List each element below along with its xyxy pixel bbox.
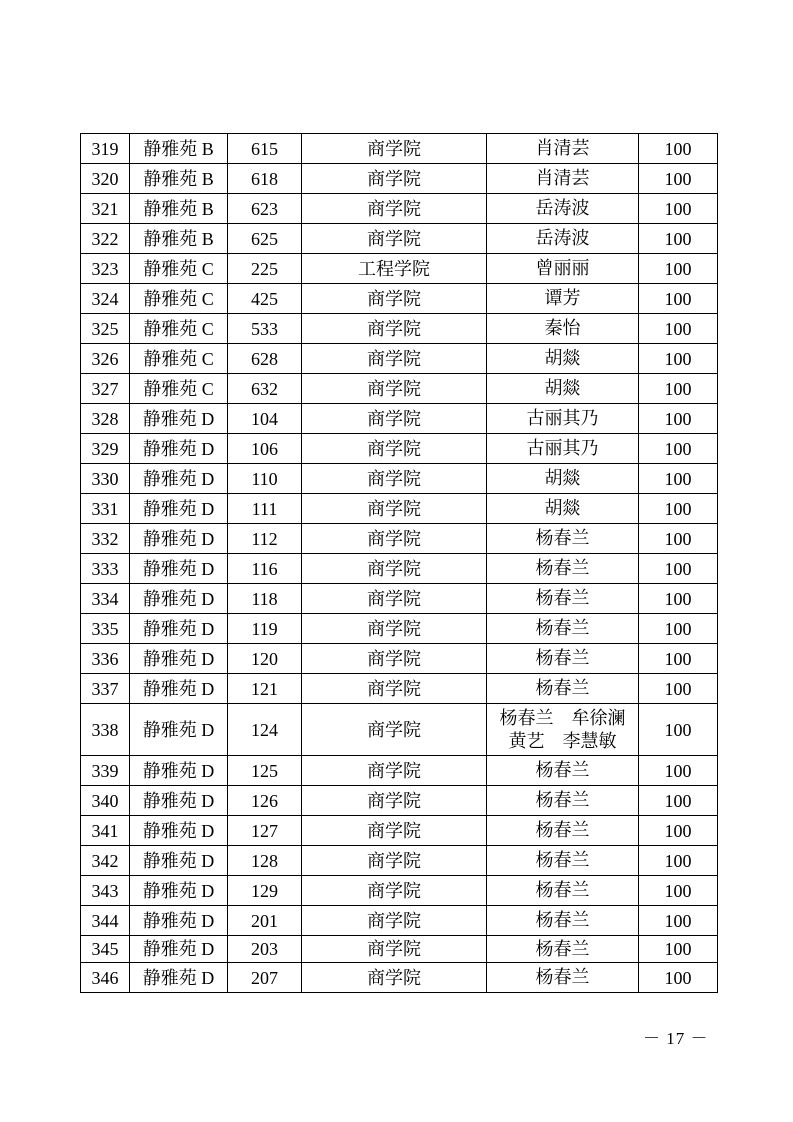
room-number-cell: 106 [228,434,302,464]
score-cell: 100 [639,344,718,374]
score-cell: 100 [639,374,718,404]
room-number-cell: 625 [228,224,302,254]
score-cell: 100 [639,846,718,876]
names-cell [487,404,639,434]
college-cell: 商学院 [302,464,487,494]
building-cell: 静雅苑 D [130,963,228,993]
row-number-cell: 337 [81,674,130,704]
name-line: 杨春兰 牟徐澜 [499,707,626,728]
dormitory-score-table [80,133,718,993]
score-cell: 100 [639,963,718,993]
college-cell: 商学院 [302,644,487,674]
college-cell: 商学院 [302,584,487,614]
college-cell: 商学院 [302,284,487,314]
building-cell: 静雅苑 D [130,404,228,434]
name-line: 胡燚 [544,378,581,398]
row-number-cell: 325 [81,314,130,344]
table-row [81,756,718,786]
building-cell: 静雅苑 B [130,194,228,224]
college-cell: 商学院 [302,224,487,254]
names-cell [487,374,639,404]
table-row [81,284,718,314]
score-cell: 100 [639,674,718,704]
table-row [81,614,718,644]
row-number-cell: 334 [81,584,130,614]
room-number-cell: 628 [228,344,302,374]
name-line: 胡燚 [544,348,581,368]
table-row [81,786,718,816]
table-row [81,846,718,876]
score-cell: 100 [639,704,718,756]
row-number-cell: 341 [81,816,130,846]
names-cell [487,134,639,164]
score-cell: 100 [639,906,718,936]
row-number-cell: 327 [81,374,130,404]
name-line: 杨春兰 [535,588,590,608]
room-number-cell: 615 [228,134,302,164]
building-cell: 静雅苑 B [130,134,228,164]
name-line: 古丽其乃 [526,408,599,428]
names-cell [487,644,639,674]
row-number-cell: 333 [81,554,130,584]
score-cell: 100 [639,284,718,314]
college-cell: 商学院 [302,846,487,876]
room-number-cell: 618 [228,164,302,194]
table-row [81,464,718,494]
college-cell: 商学院 [302,614,487,644]
name-line: 胡燚 [544,498,581,518]
name-line: 岳涛波 [535,228,590,248]
table-row [81,374,718,404]
name-line: 杨春兰 [535,880,590,900]
college-cell: 商学院 [302,134,487,164]
college-cell: 商学院 [302,554,487,584]
names-cell [487,194,639,224]
score-cell: 100 [639,936,718,963]
row-number-cell: 329 [81,434,130,464]
name-line: 杨春兰 [535,820,590,840]
room-number-cell: 129 [228,876,302,906]
table-row [81,906,718,936]
college-cell: 商学院 [302,704,487,756]
building-cell: 静雅苑 C [130,254,228,284]
names-cell [487,674,639,704]
building-cell: 静雅苑 D [130,524,228,554]
college-cell: 商学院 [302,963,487,993]
building-cell: 静雅苑 D [130,554,228,584]
row-number-cell: 340 [81,786,130,816]
row-number-cell: 342 [81,846,130,876]
college-cell: 商学院 [302,314,487,344]
names-cell [487,584,639,614]
table-row [81,644,718,674]
name-line: 杨春兰 [535,760,590,780]
table-row [81,344,718,374]
table-row [81,963,718,993]
names-cell [487,434,639,464]
table-body [81,134,718,993]
table-row [81,816,718,846]
row-number-cell: 331 [81,494,130,524]
score-cell: 100 [639,524,718,554]
building-cell: 静雅苑 C [130,344,228,374]
names-cell [487,314,639,344]
building-cell: 静雅苑 D [130,674,228,704]
names-cell [487,554,639,584]
row-number-cell: 321 [81,194,130,224]
table-row [81,554,718,584]
score-cell: 100 [639,314,718,344]
college-cell: 商学院 [302,494,487,524]
row-number-cell: 335 [81,614,130,644]
room-number-cell: 632 [228,374,302,404]
room-number-cell: 201 [228,906,302,936]
names-cell [487,876,639,906]
row-number-cell: 323 [81,254,130,284]
names-cell [487,704,639,756]
room-number-cell: 112 [228,524,302,554]
building-cell: 静雅苑 D [130,786,228,816]
table-row [81,164,718,194]
row-number-cell: 336 [81,644,130,674]
college-cell: 商学院 [302,344,487,374]
name-line: 杨春兰 [535,910,590,930]
building-cell: 静雅苑 C [130,374,228,404]
table-row [81,674,718,704]
room-number-cell: 425 [228,284,302,314]
names-cell [487,756,639,786]
building-cell: 静雅苑 D [130,846,228,876]
name-line: 谭芳 [544,288,581,308]
name-line: 杨春兰 [535,648,590,668]
room-number-cell: 128 [228,846,302,876]
table-row [81,494,718,524]
college-cell: 商学院 [302,164,487,194]
building-cell: 静雅苑 D [130,704,228,756]
building-cell: 静雅苑 B [130,164,228,194]
room-number-cell: 116 [228,554,302,584]
room-number-cell: 111 [228,494,302,524]
room-number-cell: 121 [228,674,302,704]
room-number-cell: 207 [228,963,302,993]
building-cell: 静雅苑 D [130,434,228,464]
score-cell: 100 [639,786,718,816]
names-cell [487,524,639,554]
name-line: 黄艺 李慧敏 [508,730,617,751]
building-cell: 静雅苑 B [130,224,228,254]
score-cell: 100 [639,756,718,786]
names-cell [487,816,639,846]
row-number-cell: 344 [81,906,130,936]
name-line: 曾丽丽 [535,258,590,278]
name-line: 杨春兰 [535,938,590,959]
score-cell: 100 [639,584,718,614]
names-cell [487,494,639,524]
row-number-cell: 345 [81,936,130,963]
table-row [81,434,718,464]
college-cell: 商学院 [302,404,487,434]
row-number-cell: 328 [81,404,130,434]
table-row [81,404,718,434]
name-line: 古丽其乃 [526,438,599,458]
row-number-cell: 326 [81,344,130,374]
building-cell: 静雅苑 D [130,584,228,614]
building-cell: 静雅苑 D [130,464,228,494]
room-number-cell: 533 [228,314,302,344]
row-number-cell: 322 [81,224,130,254]
table-row [81,314,718,344]
room-number-cell: 127 [228,816,302,846]
score-cell: 100 [639,194,718,224]
building-cell: 静雅苑 D [130,876,228,906]
name-line: 杨春兰 [535,850,590,870]
room-number-cell: 623 [228,194,302,224]
names-cell [487,164,639,194]
college-cell: 商学院 [302,876,487,906]
row-number-cell: 339 [81,756,130,786]
score-cell: 100 [639,554,718,584]
room-number-cell: 125 [228,756,302,786]
building-cell: 静雅苑 D [130,906,228,936]
table-row [81,524,718,554]
page-number: － 17 － [643,1029,709,1048]
building-cell: 静雅苑 C [130,284,228,314]
name-line: 杨春兰 [535,790,590,810]
names-cell [487,224,639,254]
row-number-cell: 343 [81,876,130,906]
building-cell: 静雅苑 D [130,614,228,644]
table-row [81,704,718,756]
college-cell: 工程学院 [302,254,487,284]
names-cell [487,936,639,963]
names-cell [487,906,639,936]
score-cell: 100 [639,404,718,434]
row-number-cell: 319 [81,134,130,164]
name-line: 肖清芸 [535,138,590,158]
score-cell: 100 [639,876,718,906]
room-number-cell: 203 [228,936,302,963]
names-cell [487,284,639,314]
room-number-cell: 119 [228,614,302,644]
table-row [81,254,718,284]
name-line: 杨春兰 [535,528,590,548]
table-row [81,194,718,224]
room-number-cell: 118 [228,584,302,614]
names-cell [487,846,639,876]
names-cell [487,786,639,816]
row-number-cell: 324 [81,284,130,314]
row-number-cell: 332 [81,524,130,554]
building-cell: 静雅苑 D [130,816,228,846]
name-line: 秦怡 [544,318,581,338]
name-line: 岳涛波 [535,198,590,218]
room-number-cell: 225 [228,254,302,284]
room-number-cell: 120 [228,644,302,674]
building-cell: 静雅苑 D [130,936,228,963]
college-cell: 商学院 [302,906,487,936]
college-cell: 商学院 [302,674,487,704]
building-cell: 静雅苑 D [130,644,228,674]
table-row [81,584,718,614]
name-line: 杨春兰 [535,618,590,638]
building-cell: 静雅苑 C [130,314,228,344]
building-cell: 静雅苑 D [130,494,228,524]
college-cell: 商学院 [302,434,487,464]
room-number-cell: 126 [228,786,302,816]
name-line: 杨春兰 [535,967,590,987]
room-number-cell: 124 [228,704,302,756]
name-line: 杨春兰 [535,558,590,578]
score-cell: 100 [639,134,718,164]
college-cell: 商学院 [302,756,487,786]
college-cell: 商学院 [302,936,487,963]
score-cell: 100 [639,164,718,194]
score-cell: 100 [639,254,718,284]
college-cell: 商学院 [302,524,487,554]
score-cell: 100 [639,224,718,254]
score-cell: 100 [639,494,718,524]
row-number-cell: 330 [81,464,130,494]
room-number-cell: 104 [228,404,302,434]
building-cell: 静雅苑 D [130,756,228,786]
names-cell [487,254,639,284]
names-cell [487,464,639,494]
row-number-cell: 338 [81,704,130,756]
names-cell [487,614,639,644]
room-number-cell: 110 [228,464,302,494]
table-row [81,936,718,963]
table-row [81,876,718,906]
name-line: 杨春兰 [535,678,590,698]
college-cell: 商学院 [302,816,487,846]
score-cell: 100 [639,464,718,494]
college-cell: 商学院 [302,194,487,224]
table-row [81,134,718,164]
score-cell: 100 [639,816,718,846]
table-row [81,224,718,254]
college-cell: 商学院 [302,786,487,816]
row-number-cell: 346 [81,963,130,993]
college-cell: 商学院 [302,374,487,404]
names-cell [487,344,639,374]
names-cell [487,963,639,993]
score-cell: 100 [639,644,718,674]
score-cell: 100 [639,434,718,464]
name-line: 胡燚 [544,468,581,488]
score-cell: 100 [639,614,718,644]
name-line: 肖清芸 [535,168,590,188]
row-number-cell: 320 [81,164,130,194]
